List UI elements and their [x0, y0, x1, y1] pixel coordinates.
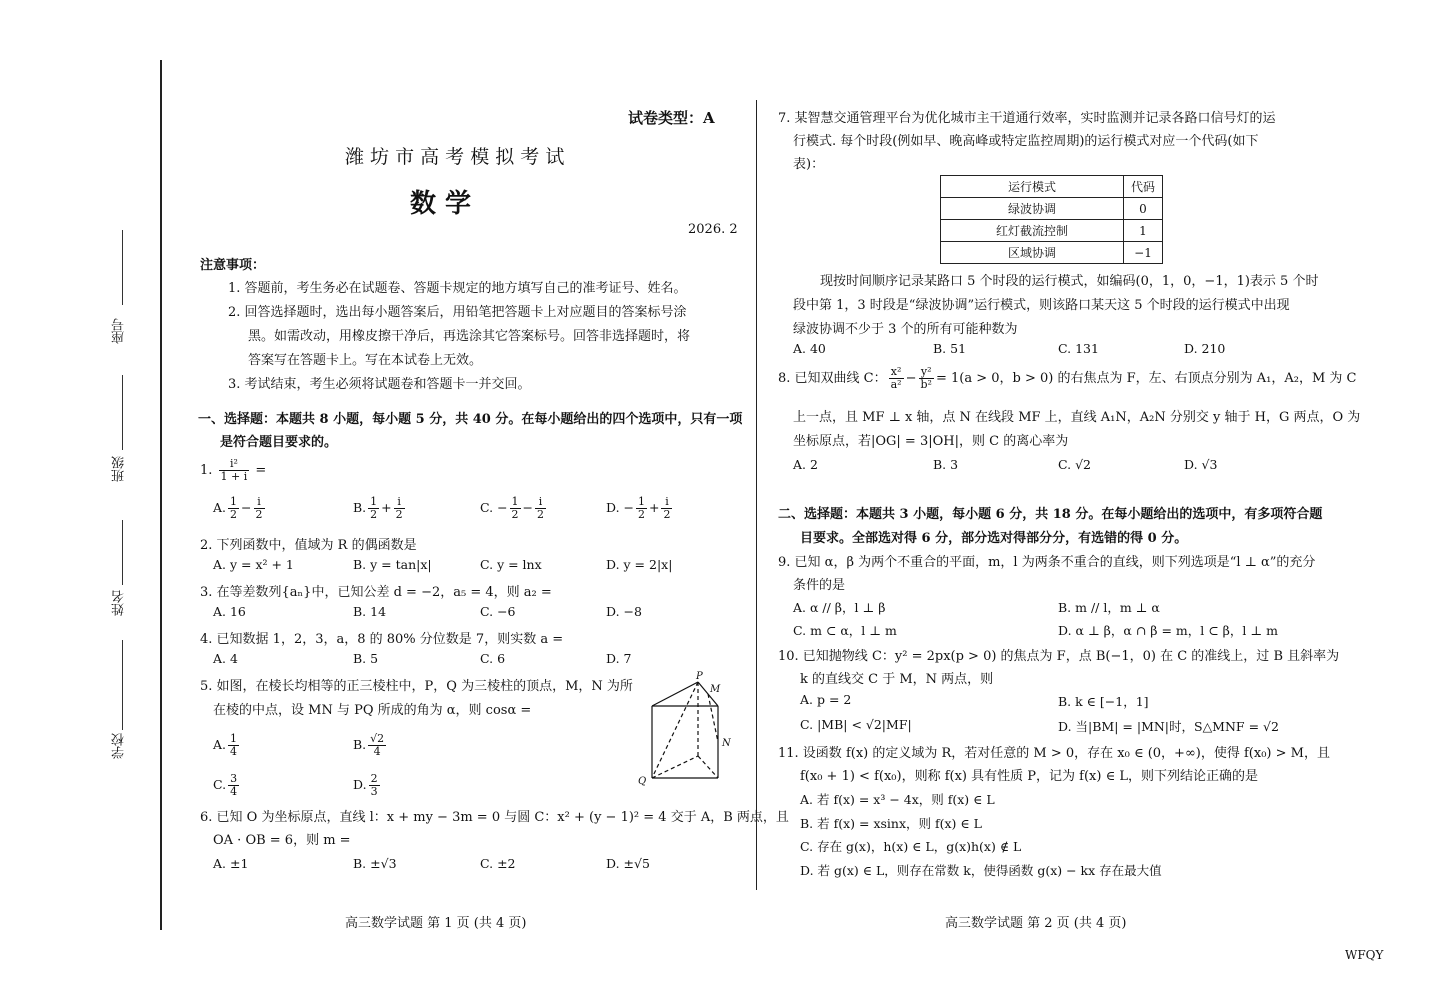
q6-option-b: B. ±√3 — [353, 856, 397, 871]
school-label: 学校 — [112, 733, 127, 759]
table-cell: 0 — [1124, 198, 1163, 220]
q4-option-c: C. 6 — [480, 651, 506, 666]
q1-option-b: B. $\frac{1}{2}$ + $\frac{i}{2}$ — [353, 495, 403, 521]
table-cell: 区域协调 — [941, 242, 1124, 264]
exam-name: 潍 坊 市 高 考 模 拟 考 试 — [345, 146, 565, 168]
notice-item: 2. 回答选择题时，选出每小题答案后，用铅笔把答题卡上对应题目的答案标号涂 — [228, 305, 687, 320]
q7-body-cont: 段中第 1，3 时段是“绿波协调”运行模式，则该路口某天这 5 个时段的运行模式中出现 — [793, 298, 1290, 313]
q2-option-d: D. y = 2|x| — [606, 557, 673, 572]
q5-stem: 5. 如图，在棱长均相等的正三棱柱中，P，Q 为三棱柱的顶点，M，N 为所 — [200, 679, 633, 694]
q4-option-b: B. 5 — [353, 651, 379, 666]
column-divider — [756, 100, 757, 890]
q5-option-a: A. $\frac{1}{4}$ — [213, 732, 238, 758]
q2-option-a: A. y = x² + 1 — [213, 557, 294, 572]
notice-item: 答案写在答题卡上。写在本试卷上无效。 — [248, 353, 483, 368]
q8-stem: 8. 已知双曲线 C： $\frac{\text{x²}}{\text{a²}}$ − $\frac{\text{y²}}{\text{b²}}$ = 1(a > 0，b > 0) 的右焦点为 F，左、右顶点分别为 A₁，A₂，M 为 C — [778, 365, 1357, 391]
q3-stem: 3. 在等差数列{aₙ}中，已知公差 d = −2，a₅ = 4，则 a₂ = — [200, 585, 552, 600]
section1-heading-cont: 是符合题目要求的。 — [220, 435, 338, 450]
q9-stem: 9. 已知 α，β 为两个不重合的平面，m，l 为两条不重合的直线，则下列选项是“l ⊥ α”的充分 — [778, 555, 1316, 570]
q10-option-c: C. |MB| < √2|MF| — [800, 717, 912, 732]
q7-stem-cont: 行模式. 每个时段(例如早、晚高峰或特定监控周期)的运行模式对应一个代码(如下 — [793, 134, 1259, 149]
fig-label-p: P — [696, 671, 703, 682]
section2-heading-cont: 目要求。全部选对得 6 分，部分选对得部分分，有选错的得 0 分。 — [800, 531, 1188, 546]
exam-date: 2026. 2 — [688, 222, 738, 237]
q10-option-d: D. 当|BM| = |MN|时，S△MNF = √2 — [1058, 719, 1279, 734]
q11-option-b: B. 若 f(x) = xsinx，则 f(x) ∈ L — [800, 816, 982, 831]
q7-option-b: B. 51 — [933, 341, 967, 356]
q9-option-a: A. α // β，l ⊥ β — [793, 600, 886, 615]
q10-stem: 10. 已知抛物线 C：y² = 2px(p > 0) 的焦点为 F，点 B(−1，0) 在 C 的准线上，过 B 且斜率为 — [778, 649, 1340, 664]
q4-option-a: A. 4 — [213, 651, 238, 666]
q7-body-cont2: 绿波协调不少于 3 个的所有可能种数为 — [793, 322, 1018, 337]
q7-option-a: A. 40 — [793, 341, 826, 356]
table-cell: 1 — [1124, 220, 1163, 242]
q8-option-c: C. √2 — [1058, 457, 1091, 472]
q6-stem: 6. 已知 O 为坐标原点，直线 l：x + my − 3m = 0 与圆 C：x² + (y − 1)² = 4 交于 A，B 两点，且 — [200, 810, 789, 825]
q7-stem-cont2: 表)： — [793, 157, 825, 172]
table-cell: −1 — [1124, 242, 1163, 264]
table-header-cell: 代码 — [1124, 176, 1163, 198]
q1-option-a: A. $\frac{1}{2}$ − $\frac{i}{2}$ — [213, 495, 263, 521]
paper-type: 试卷类型：A — [628, 109, 715, 127]
q6-stem-cont: OA · OB = 6，则 m = — [213, 833, 351, 848]
q7-stem: 7. 某智慧交通管理平台为优化城市主干道通行效率，实时监测并记录各路口信号灯的运 — [778, 111, 1276, 126]
subject-title: 数 学 — [410, 189, 472, 219]
q10-stem-cont: k 的直线交 C 于 M，N 两点，则 — [800, 672, 994, 687]
table-cell: 绿波协调 — [941, 198, 1124, 220]
q2-option-c: C. y = lnx — [480, 557, 542, 572]
q6-option-c: C. ±2 — [480, 856, 516, 871]
footer-right: 高三数学试题 第 2 页 (共 4 页) — [945, 916, 1127, 931]
table-cell: 红灯截流控制 — [941, 220, 1124, 242]
notice-title: 注意事项： — [200, 258, 266, 273]
q6-option-a: A. ±1 — [213, 856, 249, 871]
q11-option-d: D. 若 g(x) ∈ L，则存在常数 k，使得函数 g(x) − kx 存在最大值 — [800, 863, 1162, 878]
q3-option-c: C. −6 — [480, 604, 516, 619]
q9-option-c: C. m ⊂ α，l ⊥ m — [793, 623, 897, 638]
q1-stem: 1. $\frac{\text{i²}}{1 + i}$ = — [200, 457, 267, 483]
footer-left: 高三数学试题 第 1 页 (共 4 页) — [345, 916, 527, 931]
q8-stem-cont2: 坐标原点，若|OG| = 3|OH|，则 C 的离心率为 — [793, 434, 1069, 449]
section1-heading: 一、选择题：本题共 8 小题，每小题 5 分，共 40 分。在每小题给出的四个选项中，只有一项 — [198, 412, 743, 427]
seat-label: 座号 — [112, 318, 127, 344]
q6-option-d: D. ±√5 — [606, 856, 650, 871]
fig-label-m: M — [710, 684, 721, 695]
q5-option-d: D. $\frac{2}{3}$ — [353, 772, 378, 798]
corner-code: WFQY — [1345, 948, 1384, 962]
q2-option-b: B. y = tan|x| — [353, 557, 432, 572]
prism-figure — [630, 668, 740, 788]
q11-option-c: C. 存在 g(x)，h(x) ∈ L，g(x)h(x) ∉ L — [800, 839, 1022, 854]
q8-option-a: A. 2 — [793, 457, 818, 472]
q9-stem-cont: 条件的是 — [793, 578, 846, 593]
section2-heading: 二、选择题：本题共 3 小题，每小题 6 分，共 18 分。在每小题给出的选项中，有多项符合题 — [778, 507, 1323, 522]
q9-option-b: B. m // l，m ⊥ α — [1058, 600, 1160, 615]
q8-option-d: D. √3 — [1184, 457, 1218, 472]
binding-margin-line — [160, 60, 162, 930]
class-label: 班级 — [112, 456, 127, 482]
table-row — [941, 242, 1163, 264]
class-underline — [122, 375, 123, 450]
q3-option-b: B. 14 — [353, 604, 387, 619]
q11-option-a: A. 若 f(x) = x³ − 4x，则 f(x) ∈ L — [800, 792, 995, 807]
q7-code-table — [940, 175, 1163, 264]
fig-label-q: Q — [638, 776, 647, 787]
q5-stem-cont: 在棱的中点，设 MN 与 PQ 所成的角为 α，则 cosα = — [213, 703, 532, 718]
q10-option-a: A. p = 2 — [800, 692, 852, 707]
q7-option-c: C. 131 — [1058, 341, 1099, 356]
q5-option-c: C. $\frac{3}{4}$ — [213, 772, 238, 798]
seat-underline — [122, 230, 123, 305]
notice-item: 3. 考试结束，考生必须将试题卷和答题卡一并交回。 — [228, 377, 531, 392]
q11-stem-cont: f(x₀ + 1) < f(x₀)，则称 f(x) 具有性质 P，记为 f(x) ∈ L，则下列结论正确的是 — [800, 769, 1258, 784]
school-underline — [122, 640, 123, 730]
q3-option-d: D. −8 — [606, 604, 642, 619]
q2-stem: 2. 下列函数中，值域为 R 的偶函数是 — [200, 538, 417, 553]
q5-option-b: B. $\frac{√2}{4}$ — [353, 732, 385, 758]
table-header-row — [941, 176, 1163, 198]
q8-option-b: B. 3 — [933, 457, 959, 472]
table-row — [941, 220, 1163, 242]
fig-label-n: N — [722, 738, 731, 749]
table-row — [941, 198, 1163, 220]
q11-stem: 11. 设函数 f(x) 的定义域为 R，若对任意的 M > 0，存在 x₀ ∈ (0，+∞)，使得 f(x₀) > M，且 — [778, 746, 1330, 761]
name-underline — [122, 520, 123, 585]
notice-item: 黑。如需改动，用橡皮擦干净后，再选涂其它答案标号。回答非选择题时，将 — [248, 329, 691, 344]
q8-stem-cont: 上一点，且 MF ⊥ x 轴，点 N 在线段 MF 上，直线 A₁N，A₂N 分别交 y 轴于 H，G 两点，O 为 — [793, 410, 1361, 425]
q7-body: 现按时间顺序记录某路口 5 个时段的运行模式，如编码(0，1，0，−1，1)表示 5 个时 — [820, 274, 1319, 289]
q9-option-d: D. α ⊥ β，α ∩ β = m，l ⊂ β，l ⊥ m — [1058, 623, 1278, 638]
notice-item: 1. 答题前，考生务必在试题卷、答题卡规定的地方填写自己的准考证号、姓名。 — [228, 281, 687, 296]
q1-option-d: D. − $\frac{1}{2}$ + $\frac{i}{2}$ — [606, 495, 671, 521]
q4-stem: 4. 已知数据 1，2，3，a，8 的 80% 分位数是 7，则实数 a = — [200, 632, 564, 647]
q10-option-b: B. k ∈ [−1，1] — [1058, 694, 1149, 709]
q3-option-a: A. 16 — [213, 604, 246, 619]
q1-option-c: C. − $\frac{1}{2}$ − $\frac{i}{2}$ — [480, 495, 545, 521]
q7-option-d: D. 210 — [1184, 341, 1226, 356]
q4-option-d: D. 7 — [606, 651, 632, 666]
name-label: 姓名 — [112, 590, 127, 616]
table-header-cell: 运行模式 — [941, 176, 1124, 198]
